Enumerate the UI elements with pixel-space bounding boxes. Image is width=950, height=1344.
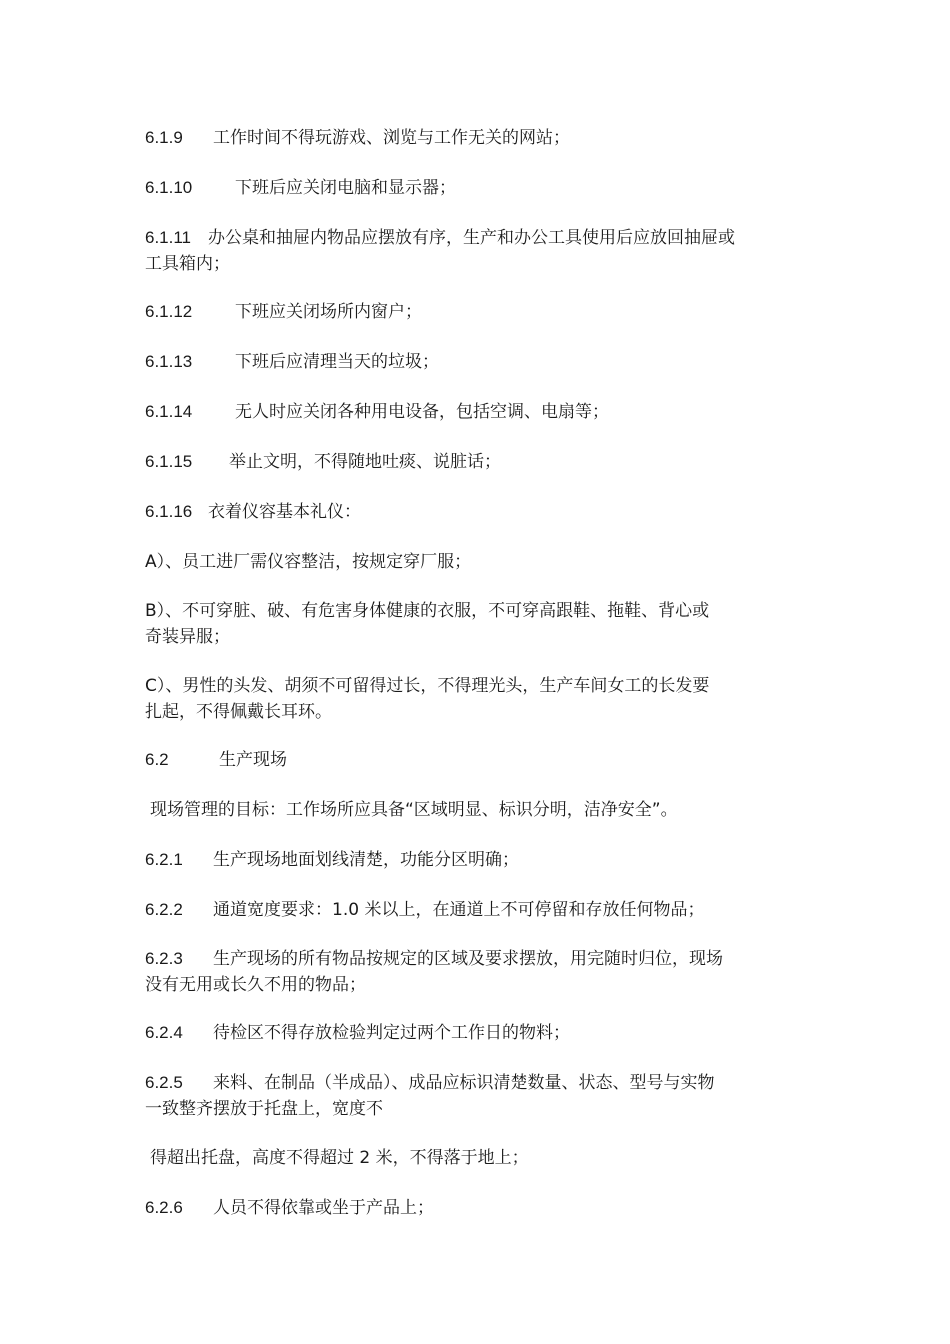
clause-number: 6.2.5 (145, 1073, 183, 1092)
clause-number: 6.1.9 (145, 128, 183, 147)
clause-text: 举止文明，不得随地吐痰、说脏话； (229, 452, 501, 472)
list-item-c-continued: 扎起，不得佩戴长耳环。 (145, 702, 332, 722)
clause-number: 6.2.4 (145, 1023, 183, 1042)
clause-text: 工作时间不得玩游戏、浏览与工作无关的网站； (213, 128, 570, 148)
clause-number: 6.1.10 (145, 178, 193, 197)
clause-text-continued: 没有无用或长久不用的物品； (145, 975, 366, 995)
clause-number: 6.2.3 (145, 949, 183, 968)
clause-text: 来料、在制品（半成品）、成品应标识清楚数量、状态、型号与实物 (213, 1073, 715, 1093)
clause-text-continued: 得超出托盘，高度不得超过 2 米，不得落于地上； (150, 1148, 529, 1168)
clause-text-continued: 工具箱内； (145, 254, 230, 274)
list-item-a: A）、员工进厂需仪容整洁，按规定穿厂服； (145, 552, 472, 572)
clause-text: 下班应关闭场所内窗户； (235, 302, 422, 322)
clause-number: 6.1.11 (145, 228, 192, 247)
clause-text: 无人时应关闭各种用电设备，包括空调、电扇等； (235, 402, 609, 422)
clause-number: 6.1.13 (145, 352, 193, 371)
clause-number: 6.1.15 (145, 452, 193, 471)
list-item-b-continued: 奇装异服； (145, 627, 230, 647)
clause-text: 人员不得依靠或坐于产品上； (213, 1198, 434, 1218)
clause-number: 6.2.1 (145, 850, 183, 869)
clause-text-continued: 一致整齐摆放于托盘上，宽度不 (145, 1099, 383, 1119)
clause-text: 衣着仪容基本礼仪： (208, 502, 361, 522)
list-item-c: C）、男性的头发、胡须不可留得过长，不得理光头，生产车间女工的长发要 (145, 676, 710, 696)
clause-text: 下班后应关闭电脑和显示器； (235, 178, 456, 198)
clause-text: 办公桌和抽屉内物品应摆放有序，生产和办公工具使用后应放回抽屉或 (208, 228, 735, 248)
section-goal: 现场管理的目标：工作场所应具备“区域明显、标识分明，洁净安全”。 (150, 800, 678, 820)
clause-number: 6.2.2 (145, 900, 183, 919)
section-number: 6.2 (145, 750, 169, 769)
clause-text: 生产现场地面划线清楚，功能分区明确； (213, 850, 519, 870)
clause-number: 6.1.14 (145, 402, 193, 421)
clause-text: 通道宽度要求：1.0 米以上，在通道上不可停留和存放任何物品； (213, 900, 705, 920)
clause-text: 下班后应清理当天的垃圾； (235, 352, 439, 372)
section-title: 生产现场 (219, 750, 287, 770)
clause-number: 6.1.16 (145, 502, 193, 521)
clause-number: 6.1.12 (145, 302, 193, 321)
clause-text: 待检区不得存放检验判定过两个工作日的物料； (213, 1023, 570, 1043)
clause-text: 生产现场的所有物品按规定的区域及要求摆放，用完随时归位，现场 (213, 949, 723, 969)
clause-number: 6.2.6 (145, 1198, 183, 1217)
list-item-b: B）、不可穿脏、破、有危害身体健康的衣服，不可穿高跟鞋、拖鞋、背心或 (145, 601, 710, 621)
